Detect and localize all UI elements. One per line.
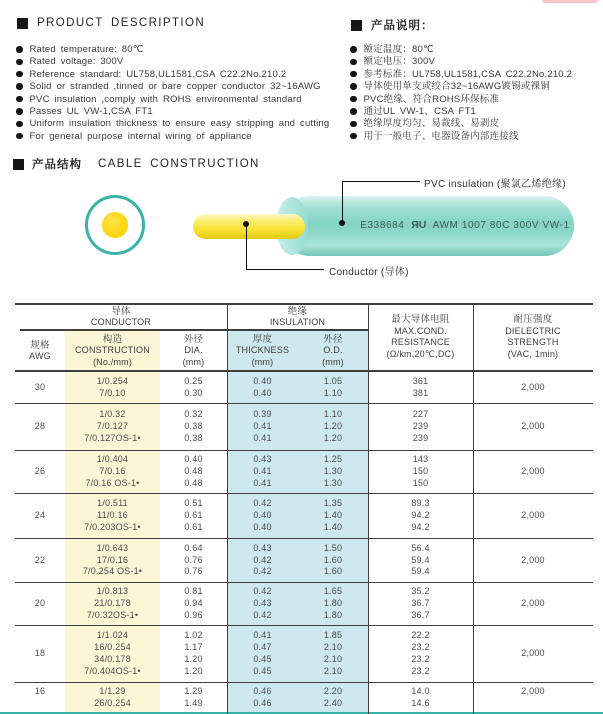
cell-od [298,626,368,682]
bullet-item [16,106,329,118]
cell-value: 0.41 [253,432,272,443]
cell-value: 239 [412,432,429,443]
cell-value: 1/1.29 [99,686,126,696]
cell-od [298,494,368,538]
cell-value: 0.40 [253,510,272,521]
bullet-dot-icon [350,83,357,90]
cell-value: 2,000 [521,648,545,659]
bullet-item [16,118,329,130]
pvc-leader-hline [342,181,420,182]
cell-value: 0.38 [184,421,203,432]
cell-value: 1.80 [323,598,343,609]
cell-dia [160,539,227,582]
cell-dia [160,494,227,538]
bullet-dot-icon [16,108,23,115]
cell-value: 2.10 [323,665,343,676]
cell-value: 0.42 [253,566,272,577]
product-description-title: PRODUCT DESCRIPTION [37,17,206,29]
cell-value: 1.40 [323,521,343,532]
cell-value: 1.10 [323,387,343,398]
cell-value: 0.46 [253,686,272,696]
cable-marking-text [358,219,572,231]
bullet-item [350,118,572,130]
bullet-text: 绝缘厚度均匀、易裁线、易剥皮 [363,118,500,130]
cell-value: 1.50 [323,542,343,553]
cell-value: 24 [34,510,46,521]
cell-value: 1.20 [323,421,343,432]
cell-value: 1.30 [323,466,343,477]
table-body [15,372,593,714]
bullet-item [16,56,329,68]
table-row-awg-28 [15,403,593,450]
cell-construction [65,626,160,682]
cell-value: 0.46 [253,697,272,708]
cell-dielectric [473,404,593,450]
bullet-dot-icon [16,96,23,103]
bullet-dot-icon [350,71,357,78]
cell-value: 0.30 [184,387,203,398]
cell-value: 1.25 [323,454,343,465]
bullet-dot-icon [16,121,23,128]
cell-value: 59.4 [411,566,430,577]
table-row-awg-22 [15,538,593,582]
cell-thickness [227,451,298,493]
cell-value: 0.48 [184,477,203,488]
cell-value: 0.40 [184,454,203,465]
cell-value: 11/0.16 [97,510,128,521]
cell-awg [15,683,65,714]
cell-value: 0.76 [184,566,203,577]
table-row-awg-24 [15,493,593,538]
cell-value: 21/0.178 [94,598,131,609]
cell-od [298,451,368,493]
construction-title-zh: 产品结构 [32,159,82,171]
table-row-awg-26 [15,450,593,493]
cell-resistance [368,494,473,538]
cell-value: 16/0.254 [94,642,131,653]
cell-value: 1/0.511 [97,498,128,509]
cell-value: 26/0.254 [94,697,131,708]
cell-value: 0.96 [184,609,203,620]
cell-construction [65,683,160,714]
cell-awg [15,539,65,582]
cell-od [298,404,368,450]
bullet-item [350,106,572,118]
bullet-text: For general purpose internal wiring of appliance [29,130,252,142]
table-row-awg-16 [15,682,593,714]
bullet-item [350,94,572,106]
cell-value: 0.42 [253,586,272,597]
specification-table [15,303,593,714]
bullet-item [16,44,329,56]
table-row-awg-18 [15,625,593,682]
bullet-item [350,81,572,93]
cell-value: 1.20 [184,665,203,676]
cell-resistance [368,626,473,682]
column-header-awg: 规格 AWG [29,339,51,361]
cell-value: 0.38 [184,432,203,443]
cell-value: 1.20 [184,654,203,664]
column-header-thickness: 厚度 THICKNESS (mm) [235,333,290,367]
cell-value: 2,000 [521,381,545,392]
cell-value: 20 [34,598,46,609]
divider-insulation-resistance [368,303,370,714]
bullet-text: Uniform insulation thickness to ensure easy stripping and cutting [29,118,330,130]
cell-value: 1.05 [323,375,343,386]
product-description-heading [17,17,205,29]
cell-od [298,539,368,582]
cell-value: 0.41 [253,466,272,477]
cell-value: 94.2 [411,521,430,532]
cell-value: 0.41 [253,630,272,641]
bullet-text: Rated temperature: 80℃ [29,44,144,55]
bullet-item [350,56,572,68]
cell-value: 1.65 [323,586,343,597]
cell-value: 0.42 [253,609,272,620]
cell-value: 2.10 [323,642,343,653]
cell-resistance [368,683,473,714]
bullet-text: 导体使用单支或绞合32~16AWG镀锡或裸铜 [363,81,550,93]
cell-value: 2,000 [521,598,545,609]
cell-thickness [227,539,298,582]
cell-value: 0.61 [184,521,203,532]
cell-resistance [368,404,473,450]
cell-value: 26 [34,466,46,477]
table-row-awg-30 [15,372,593,403]
cell-thickness [227,683,298,714]
cell-value: 1.20 [323,432,343,443]
bullet-item [16,94,329,106]
cell-value: 1/0.643 [96,542,129,553]
cell-dielectric [473,451,593,493]
cable-cross-section-conductor [102,212,128,238]
cell-value: 36.7 [411,609,430,620]
bullet-dot-icon [350,46,357,53]
cell-value: 1/0.254 [96,375,129,386]
cell-value: 0.61 [184,510,203,521]
cell-value: 150 [412,477,429,488]
cell-awg [15,583,65,625]
cell-awg [15,626,65,682]
bullet-text: 参考标准：UL758,UL1581,CSA C22.2No.210.2 [363,68,573,80]
cell-dia [160,583,227,625]
cell-thickness [227,404,298,450]
square-bullet-icon [351,20,362,31]
cell-resistance [368,539,473,582]
cell-dielectric [473,683,593,714]
bullet-dot-icon [350,108,357,115]
bullet-item [16,131,329,143]
cell-value: 7/0.127 [96,421,129,432]
cell-value: 0.32 [184,409,203,420]
pvc-leader-vline [342,181,343,221]
cell-value: 0.47 [253,642,272,653]
column-header-dia: 外径 DIA. (mm) [182,333,205,367]
bullet-item [350,131,572,143]
bullet-text: 额定温度：80℃ [363,44,434,55]
cell-thickness [227,494,298,538]
conductor-label: Conductor (导体) [329,267,409,278]
product-notes-list [350,44,572,143]
bullet-dot-icon [16,83,23,90]
cell-od [298,583,368,625]
bullet-text: Solid or stranded ,tinned or bare copper conductor 32~16AWG [29,81,321,93]
cell-value: 0.41 [253,421,272,432]
cell-construction [65,372,160,403]
group-underline [20,329,368,331]
table-row-awg-20 [15,582,593,625]
construction-title-en: CABLE CONSTRUCTION [98,158,260,170]
cell-value: 0.42 [253,554,272,565]
cell-dia [160,372,227,403]
cell-value: 1.30 [323,477,343,488]
cell-value: 1.29 [184,686,203,696]
square-bullet-icon [13,159,24,170]
cell-dielectric [473,626,593,682]
divider-resistance-dielectric [473,303,475,714]
cell-value: 0.40 [253,521,272,532]
cell-value: 0.45 [253,654,272,664]
cell-awg [15,404,65,450]
cell-value: 150 [412,466,429,477]
column-header-dielectric: 耐压强度 DIELECTRIC STRENGTH (VAC, 1min) [505,314,561,359]
cell-dia [160,683,227,714]
cell-resistance [368,451,473,493]
bullet-item [350,69,572,81]
cell-dielectric [473,583,593,625]
product-notes-title: 产品说明： [371,20,434,32]
cell-value: 0.41 [253,477,272,488]
cell-value: 17/0.16 [96,554,129,565]
cell-construction [65,539,160,582]
cell-value: 0.43 [253,454,272,465]
pvc-insulation-label: PVC insulation (聚氯乙烯绝缘) [424,179,566,190]
bullet-text: 额定电压：300V [363,56,435,68]
product-description-list [16,44,329,143]
bullet-text: PVC绝缘、符合ROHS环保标准 [363,93,500,105]
cell-value: 7/0.203OS-1• [84,521,141,532]
cell-value: 7/0.254 OS-1• [82,566,143,577]
cell-dielectric [473,539,593,582]
bullet-dot-icon [350,96,357,103]
cell-awg [15,451,65,493]
cell-construction [65,583,160,625]
cell-value: 36.7 [411,598,430,609]
product-notes-heading [351,17,434,33]
cell-value: 2,000 [521,466,545,477]
cell-awg [15,494,65,538]
cell-value: 89.3 [411,498,430,509]
cell-value: 14.6 [411,697,430,708]
cell-value: 1.40 [323,510,343,521]
cell-value: 18 [34,648,46,659]
bullet-dot-icon [350,121,357,128]
cell-value: 59.4 [411,554,430,565]
cell-dia [160,404,227,450]
cell-value: 0.43 [253,542,272,553]
cell-value: 1/0.404 [96,454,129,465]
bullet-text: PVC insulation ,comply with ROHS environmental standard [29,93,302,105]
cell-value: 23.2 [411,665,430,676]
bullet-dot-icon [350,59,357,66]
cell-value: 2.40 [323,697,343,708]
cell-value: 143 [412,454,429,465]
cell-value: 2,000 [521,686,545,696]
cell-value: 7/0.16 [99,466,126,477]
cell-resistance [368,583,473,625]
cell-value: 0.94 [184,598,203,609]
cell-value: 1.17 [184,642,203,653]
cell-value: 1.85 [323,630,343,641]
cell-value: 2.20 [323,686,343,696]
cell-value: 0.42 [253,498,272,509]
cell-value: 1.35 [323,498,343,509]
cell-value: 239 [412,421,429,432]
cell-dia [160,626,227,682]
cell-value: 2,000 [521,421,545,432]
cell-value: 16 [34,686,46,696]
cell-value: 28 [34,421,46,432]
column-header-od: 外径 O.D. (mm) [322,333,344,367]
cell-value: 22.2 [411,630,430,641]
bullet-item [16,69,329,81]
top-right-logo-artifact [542,0,598,3]
cell-value: 0.25 [184,375,203,386]
cell-construction [65,494,160,538]
cell-value: 23.2 [411,642,430,653]
bullet-dot-icon [16,71,23,78]
cell-dielectric [473,372,593,403]
cell-value: 7/0.10 [99,387,126,398]
cell-value: 1.80 [323,609,343,620]
cell-value: 35.2 [411,586,430,597]
cell-awg [15,372,65,403]
cell-value: 30 [34,381,46,392]
cell-value: 14.0 [411,686,430,696]
bullet-item [350,44,572,56]
cell-value: 7/0.127OS-1• [84,432,141,443]
cell-value: 0.64 [184,542,203,553]
group-header-conductor: 导体 CONDUCTOR [90,305,152,327]
cell-value: 1.02 [184,630,203,641]
header-bottom-border [15,370,593,372]
cell-value: 0.81 [184,586,203,597]
cell-value: 227 [412,409,429,420]
bullet-text: Rated voltage: 300V [29,56,124,68]
cell-value: 0.43 [253,598,272,609]
bullet-text: 用于一般电子、电器设备内部连接线 [363,130,519,142]
cell-dielectric [473,494,593,538]
cell-value: 7/0.404OS-1• [84,665,141,676]
table-top-border [15,303,593,305]
cell-value: 1/1.024 [96,630,129,641]
group-header-insulation: 绝缘 INSULATION [269,305,326,327]
bullet-text: Passes UL VW-1,CSA FT1 [29,105,153,117]
marking-spec: AWM 1007 80C 300V VW-1 [432,220,570,231]
cell-construction [65,404,160,450]
cell-value: 56.4 [411,542,430,553]
cell-value: 1.49 [184,697,203,708]
bullet-item [16,81,329,93]
cell-value: 0.48 [184,466,203,477]
conductor-leader-hline [246,269,324,270]
cell-value: 381 [412,387,429,398]
cell-value: 2,000 [521,554,545,565]
cell-value: 22 [34,554,46,565]
cell-value: 23.2 [411,654,430,664]
column-header-resistance: 最大导体电阻 MAX.COND. RESISTANCE (Ω/km,20℃,DC) [386,314,455,359]
marking-cert: E338684 [360,220,405,231]
cell-value: 0.40 [253,387,272,398]
cell-value: 2,000 [521,510,545,521]
cell-value: 0.40 [253,375,272,386]
bullet-dot-icon [350,133,357,140]
divider-conductor-insulation [227,303,229,714]
conductor-rod [193,214,305,239]
cell-value: 1.60 [323,554,343,565]
cell-value: 34/0.178 [94,654,131,664]
cell-value: 2.10 [323,654,343,664]
bullet-text: Reference standard: UL758,UL1581,CSA C22.2No.210.2 [29,68,287,80]
cell-value: 361 [412,375,429,386]
cell-value: 0.39 [253,409,272,420]
bullet-dot-icon [16,59,23,66]
ul-recognized-icon: ЯU [411,219,427,231]
cell-od [298,372,368,403]
cell-value: 7/0.32OS-1• [86,609,139,620]
cell-value: 1.10 [323,409,343,420]
column-header-construction: 构造 CONSTRUCTION (No./mm) [75,333,150,367]
cell-dia [160,451,227,493]
cell-thickness [227,583,298,625]
cell-thickness [227,372,298,403]
cell-thickness [227,626,298,682]
bullet-text: 通过UL VW-1、CSA FT1 [363,105,476,117]
cable-construction-heading [13,156,260,172]
cell-value: 94.2 [411,510,430,521]
cell-construction [65,451,160,493]
cell-value: 0.45 [253,665,272,676]
cell-od [298,683,368,714]
cell-resistance [368,372,473,403]
conductor-leader-vline [246,226,247,270]
square-bullet-icon [17,18,28,29]
cell-value: 1.60 [323,566,343,577]
bullet-dot-icon [16,133,23,140]
cell-value: 7/0.16 OS-1• [85,477,140,488]
cell-value: 0.51 [184,498,203,509]
cell-value: 0.76 [184,554,203,565]
cell-value: 1/0.32 [99,409,126,420]
bullet-dot-icon [16,46,23,53]
cell-value: 1/0.813 [96,586,129,597]
